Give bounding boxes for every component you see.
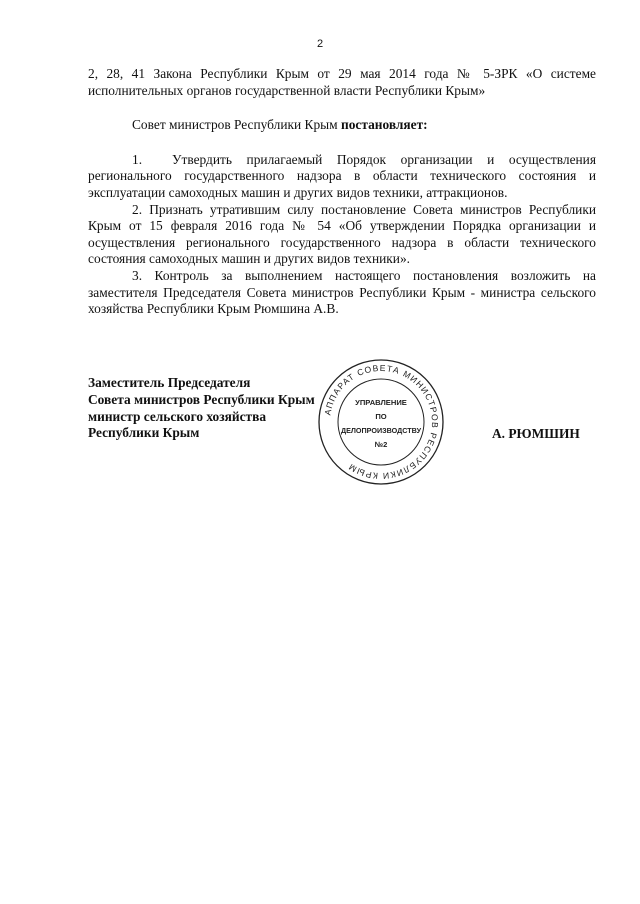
item-1-number: 1. bbox=[132, 151, 143, 167]
stamp-line-3: ДЕЛОПРОИЗВОДСТВУ bbox=[340, 426, 422, 435]
item-2-paragraph: 2. Признать утратившим силу постановление Совета министров Республики Крым от 15 февраля 2016 года № 54 «Об утверждении Порядка организации и осуществления регионального государственного надзора в области технического состояния самоходных машин и других видов техники». bbox=[88, 201, 596, 267]
signer-name: А. РЮМШИН bbox=[492, 426, 580, 441]
page-number: 2 bbox=[316, 38, 324, 50]
resolve-word: постановляет: bbox=[340, 117, 428, 133]
office-stamp bbox=[316, 357, 446, 487]
stamp-line-2: ПО bbox=[375, 412, 387, 421]
stamp-ring-text: АППАРАТ СОВЕТА МИНИСТРОВ РЕСПУБЛИКИ КРЫМ bbox=[322, 362, 441, 482]
stamp-line-4: №2 bbox=[374, 440, 388, 449]
signature-line-1: Заместитель Председателя bbox=[88, 375, 251, 390]
item-1-paragraph bbox=[88, 152, 596, 202]
stamp-line-1: УПРАВЛЕНИЕ bbox=[355, 398, 407, 407]
signature-line-4: Республики Крым bbox=[88, 425, 200, 441]
stamp-inner-ring bbox=[338, 379, 424, 465]
signature-block bbox=[88, 375, 315, 442]
signature-line-3: министр сельского хозяйства bbox=[88, 408, 267, 424]
resolve-paragraph bbox=[88, 117, 596, 134]
intro-paragraph: 2, 28, 41 Закона Республики Крым от 29 мая 2014 года № 5-ЗРК «О системе исполнительных органов государственной власти Республики Крым» bbox=[88, 66, 596, 98]
signature-line-2: Совета министров Республики Крым bbox=[88, 391, 315, 407]
resolve-prefix: Совет министров Республики Крым bbox=[132, 117, 341, 133]
item-1-text: Утвердить прилагаемый Порядок организации и осуществления регионального государственного надзора в области технического состояния и эксплуатации самоходных машин и других видов техники, аттракционов. bbox=[88, 151, 596, 200]
item-3-paragraph: 3. Контроль за выполнением настоящего постановления возложить на заместителя Председателя Совета министров Республики Крым - министра сельского хозяйства Республики Крым Рюмшина А.В. bbox=[88, 267, 596, 317]
document-body bbox=[88, 66, 596, 318]
